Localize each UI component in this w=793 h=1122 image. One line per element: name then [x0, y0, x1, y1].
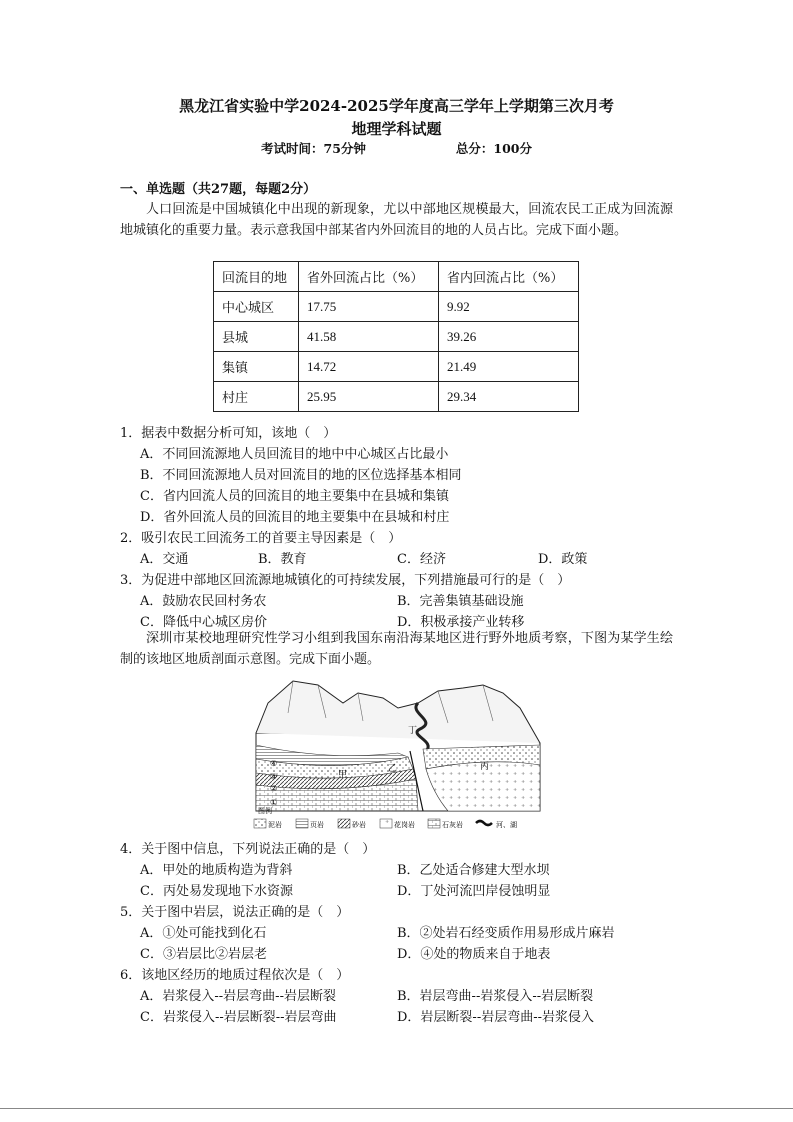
q1-option-d[interactable]: D．省外回流人员的回流目的地主要集中在县城和村庄 — [140, 510, 450, 525]
q3-option-c[interactable]: C．降低中心城区房价 — [140, 615, 267, 630]
return-migration-table — [213, 261, 579, 412]
table-row — [214, 382, 579, 412]
table-cell: 县城 — [214, 322, 299, 352]
q2-option-d[interactable]: D．政策 — [538, 552, 588, 567]
q4-option-d[interactable]: D．丁处河流凹岸侵蚀明显 — [397, 884, 551, 899]
exam-total-score: 总分：100分 — [455, 141, 532, 156]
table-cell: 21.49 — [439, 352, 579, 382]
q5-option-d[interactable]: D．④处的物质来自于地表 — [397, 947, 551, 962]
label-ding: 丁 — [408, 726, 418, 736]
subject-title: 地理学科试题 — [351, 120, 442, 138]
label-2: ② — [270, 784, 278, 793]
table-header: 省外回流占比（%） — [299, 262, 439, 292]
section-heading: 一、单选题（共27题，每题2分） — [120, 182, 317, 197]
legend-title: 图例 — [258, 807, 272, 815]
q5-stem: 5．关于图中岩层，说法正确的是（ ） — [120, 905, 350, 920]
passage-2: 深圳市某校地理研究性学习小组到我国东南沿海某地区进行野外地质考察，下图为某学生绘制的该地区地质剖面示意图。完成下面小题。 — [120, 631, 673, 667]
q3-stem: 3．为促进中部地区回流源地城镇化的可持续发展，下列措施最可行的是（ ） — [120, 573, 571, 588]
page-bottom-rule — [0, 1108, 793, 1109]
table-header-row — [214, 262, 579, 292]
exam-title: 黑龙江省实验中学2024-2025学年度高三学年上学期第三次月考 — [179, 97, 614, 115]
table-cell: 中心城区 — [214, 292, 299, 322]
exam-time: 考试时间：75分钟 — [261, 141, 366, 156]
table-row — [214, 322, 579, 352]
legend-item: 砂岩 — [352, 821, 366, 829]
table-row — [214, 292, 579, 322]
q3-option-a[interactable]: A．鼓励农民回村务农 — [140, 594, 267, 609]
q6-option-c[interactable]: C．岩浆侵入--岩层断裂--岩层弯曲 — [140, 1010, 337, 1025]
q6-stem: 6．该地区经历的地质过程依次是（ ） — [120, 968, 350, 983]
q1-stem: 1．据表中数据分析可知，该地（ ） — [120, 426, 337, 441]
q1-option-c[interactable]: C．省内回流人员的回流目的地主要集中在县城和集镇 — [140, 489, 449, 504]
q5-option-b[interactable]: B．②处岩石经变质作用易形成片麻岩 — [397, 926, 615, 941]
q4-option-b[interactable]: B．乙处适合修建大型水坝 — [397, 863, 550, 878]
q4-option-c[interactable]: C．丙处易发现地下水资源 — [140, 884, 293, 899]
table-row — [214, 352, 579, 382]
q6-option-a[interactable]: A．岩浆侵入--岩层弯曲--岩层断裂 — [140, 989, 336, 1004]
q4-option-a[interactable]: A．甲处的地质构造为背斜 — [140, 863, 293, 878]
table-cell: 25.95 — [299, 382, 439, 412]
q2-option-a[interactable]: A．交通 — [140, 552, 189, 567]
q6-option-b[interactable]: B．岩层弯曲--岩浆侵入--岩层断裂 — [397, 989, 594, 1004]
q2-option-b[interactable]: B．教育 — [258, 552, 307, 567]
label-yi: 乙 — [388, 764, 398, 774]
legend-item: 页岩 — [310, 821, 324, 829]
table-cell: 14.72 — [299, 352, 439, 382]
table-cell: 29.34 — [439, 382, 579, 412]
table-cell: 17.75 — [299, 292, 439, 322]
label-3: ③ — [270, 772, 278, 781]
q1-option-b[interactable]: B．不同回流源地人员对回流目的地的区位选择基本相同 — [140, 468, 462, 483]
table-cell: 39.26 — [439, 322, 579, 352]
q2-stem: 2．吸引农民工回流务工的首要主导因素是（ ） — [120, 531, 402, 546]
q3-option-b[interactable]: B．完善集镇基础设施 — [397, 594, 524, 609]
label-bing: 丙 — [480, 762, 490, 772]
table-cell: 41.58 — [299, 322, 439, 352]
q6-option-d[interactable]: D．岩层断裂--岩层弯曲--岩浆侵入 — [397, 1010, 594, 1025]
legend-item: 花岗岩 — [394, 821, 415, 829]
label-1: ① — [270, 798, 278, 807]
table-header: 回流目的地 — [214, 262, 299, 292]
exam-info — [0, 139, 793, 157]
label-4: ④ — [270, 759, 278, 768]
q3-option-d[interactable]: D．积极承接产业转移 — [397, 615, 525, 630]
q4-stem: 4．关于图中信息，下列说法正确的是（ ） — [120, 842, 376, 857]
label-jia: 甲 — [338, 770, 348, 780]
table-cell: 集镇 — [214, 352, 299, 382]
q5-option-a[interactable]: A．①处可能找到化石 — [140, 926, 267, 941]
passage-1: 人口回流是中国城镇化中出现的新现象，尤以中部地区规模最大，回流农民工正成为回流源地城镇化的重要力量。表示意我国中部某省内外回流目的地的人员占比。完成下面小题。 — [120, 202, 673, 238]
q1-option-a[interactable]: A．不同回流源地人员回流目的地中中心城区占比最小 — [140, 447, 449, 462]
geologic-section-figure — [248, 673, 548, 835]
mountain-relief — [256, 681, 540, 743]
legend-item: 石灰岩 — [442, 821, 463, 829]
q5-option-c[interactable]: C．③岩层比②岩层老 — [140, 947, 267, 962]
table-header: 省内回流占比（%） — [439, 262, 579, 292]
q2-option-c[interactable]: C．经济 — [397, 552, 446, 567]
table-cell: 9.92 — [439, 292, 579, 322]
legend-item: 泥岩 — [268, 821, 282, 829]
legend-item: 河、湖 — [496, 821, 517, 829]
table-cell: 村庄 — [214, 382, 299, 412]
